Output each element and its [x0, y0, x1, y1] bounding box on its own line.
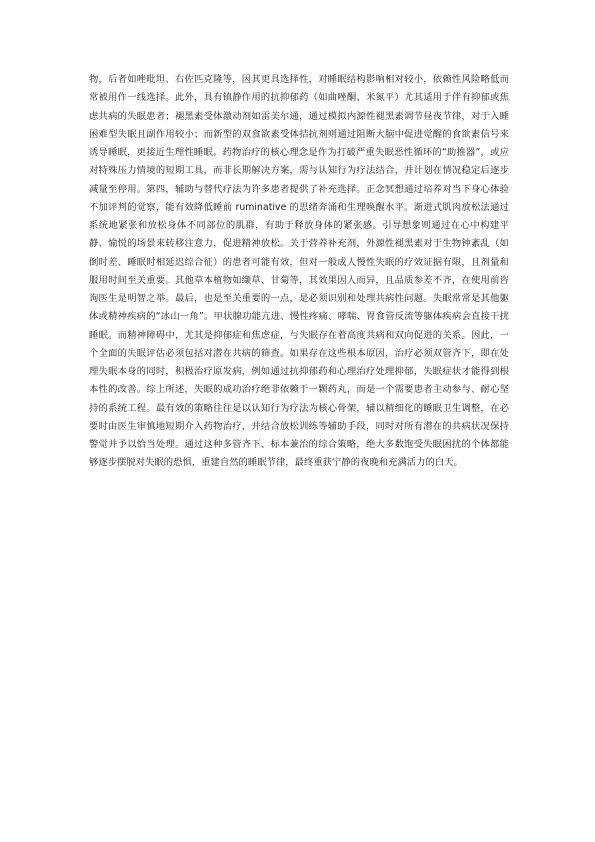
body-paragraph: 物，后者如唑吡坦、右佐匹克隆等，因其更具选择性，对睡眠结构影响相对较小，依赖性风险略低而常被用作一线选择。此外，具有镇静作用的抗抑郁药（如曲唑酮、米氮平）尤其适用于伴有抑郁或焦虑共病的失眠患者；褪黑素受体激动剂如雷美尔通，通过模拟内源性褪黑素调节昼夜节律，对于入睡困难型失眠且副作用较小；而新型的双食欲素受体拮抗剂则通过阻断大脑中促进觉醒的食欲素信号来诱导睡眠，更接近生理性睡眠。药物治疗的核心理念是作为打破严重失眠恶性循环的“助推器”，或应对特殊压力情境的短期工具，而非长期解决方案，需与认知行为疗法结合，并计划在情况稳定后逐步减量至停用。第四，辅助与替代疗法为许多患者提供了补充选择。正念冥想通过培养对当下身心体验不加评判的觉察，能有效降低睡前 ruminative 的思绪奔涌和生理唤醒水平。渐进式肌肉放松法通过系统地紧张和放松身体不同部位的肌群，有助于释放身体的紧张感。引导想象则通过在心中构建平静、愉悦的场景来转移注意力，促进精神放松。关于营养补充剂，外源性褪黑素对于生物钟紊乱（如倒时差、睡眠时相延迟综合征）的患者可能有效，但对一般成人慢性失眠的疗效证据有限，且剂量和服用时间至关重要。其他草本植物如缬草、甘菊等，其效果因人而异，且品质参差不齐，在使用前咨询医生是明智之举。最后，也是至关重要的一点，是必须识别和处理共病性问题。失眠常常是其他躯体或精神疾病的“冰山一角”。甲状腺功能亢进、慢性疼痛、哮喘、胃食管反流等躯体疾病会直接干扰睡眠。而精神障碍中，尤其是抑郁症和焦虑症，与失眠存在着高度共病和双向促进的关系。因此，一个全面的失眠评估必须包括对潜在共病的筛查。如果存在这些根本原因，治疗必须双管齐下，即在处理失眠本身的同时，积极治疗原发病，例如通过抗抑郁药和心理治疗处理抑郁，失眠症状才能得到根本性的改善。综上所述，失眠的成功治疗绝非依赖于一颗药丸，而是一个需要患者主动参与、耐心坚持的系统工程。最有效的策略往往是以认知行为疗法为核心骨架，辅以精细化的睡眠卫生调整，在必要时由医生审慎地短期介入药物治疗，并结合放松训练等辅助手段，同时对所有潜在的共病状况保持警觉并予以恰当处理。通过这种多管齐下、标本兼治的综合策略，绝大多数饱受失眠困扰的个体都能够逐步摆脱对失眠的恐惧，重建自然的睡眠节律，最终重获宁静的夜晚和充满活力的白天。 — [89, 74, 509, 469]
